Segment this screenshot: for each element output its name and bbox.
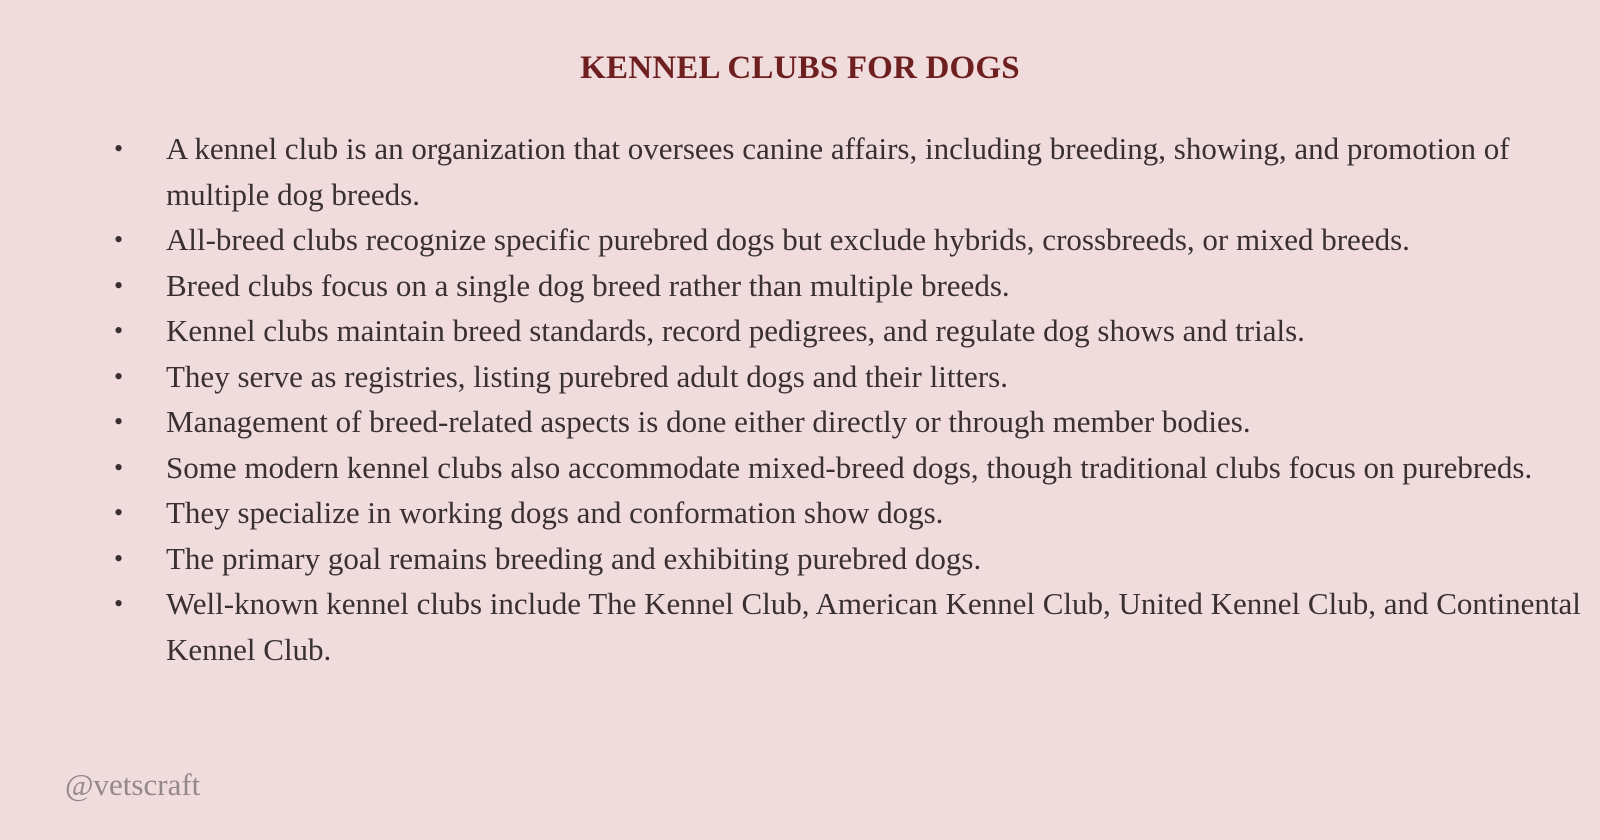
list-item-text: Kennel clubs maintain breed standards, record pedigrees, and regulate dog shows and trials. — [166, 313, 1305, 348]
list-item-text: Breed clubs focus on a single dog breed rather than multiple breeds. — [166, 267, 1010, 303]
list-item — [112, 581, 1582, 672]
list-item — [112, 217, 1582, 263]
bullet-icon: • — [114, 589, 124, 618]
list-item-text: The primary goal remains breeding and exhibiting purebred dogs. — [166, 540, 982, 576]
bullet-icon: • — [114, 498, 124, 527]
list-item-text: They specialize in working dogs and conformation show dogs. — [166, 495, 944, 530]
bullet-icon: • — [114, 316, 124, 345]
bullet-icon: • — [114, 452, 124, 482]
bullet-list — [112, 126, 1582, 672]
list-item-text: All-breed clubs recognize specific purebred dogs but exclude hybrids, crossbreeds, or mixed breeds. — [166, 222, 1410, 257]
list-item-text: Some modern kennel clubs also accommodate mixed-breed dogs, though traditional clubs focus on purebreds. — [166, 449, 1533, 485]
list-item — [112, 126, 1582, 217]
list-item — [112, 536, 1582, 582]
page-title: KENNEL CLUBS FOR DOGS — [580, 50, 1020, 86]
watermark: @vetscraft — [65, 767, 201, 802]
list-item-text: A kennel club is an organization that oversees canine affairs, including breeding, showing, and promotion of multiple dog breeds. — [166, 131, 1510, 212]
bullet-icon: • — [114, 543, 124, 573]
list-item-text: Management of breed-related aspects is done either directly or through member bodies. — [166, 404, 1251, 439]
list-item — [112, 490, 1582, 536]
bullet-icon: • — [114, 134, 124, 163]
bullet-icon: • — [114, 407, 124, 436]
list-item-text: Well-known kennel clubs include The Kennel Club, American Kennel Club, United Kennel Club, and Continental Kennel Club. — [166, 586, 1581, 667]
list-item-text: They serve as registries, listing purebred adult dogs and their litters. — [166, 358, 1008, 394]
list-item — [112, 399, 1582, 445]
bullet-icon: • — [114, 225, 124, 254]
list-item — [112, 445, 1582, 491]
list-item — [112, 354, 1582, 400]
list-item — [112, 263, 1582, 309]
bullet-icon: • — [114, 361, 124, 391]
bullet-icon: • — [114, 270, 124, 300]
list-item — [112, 308, 1582, 354]
